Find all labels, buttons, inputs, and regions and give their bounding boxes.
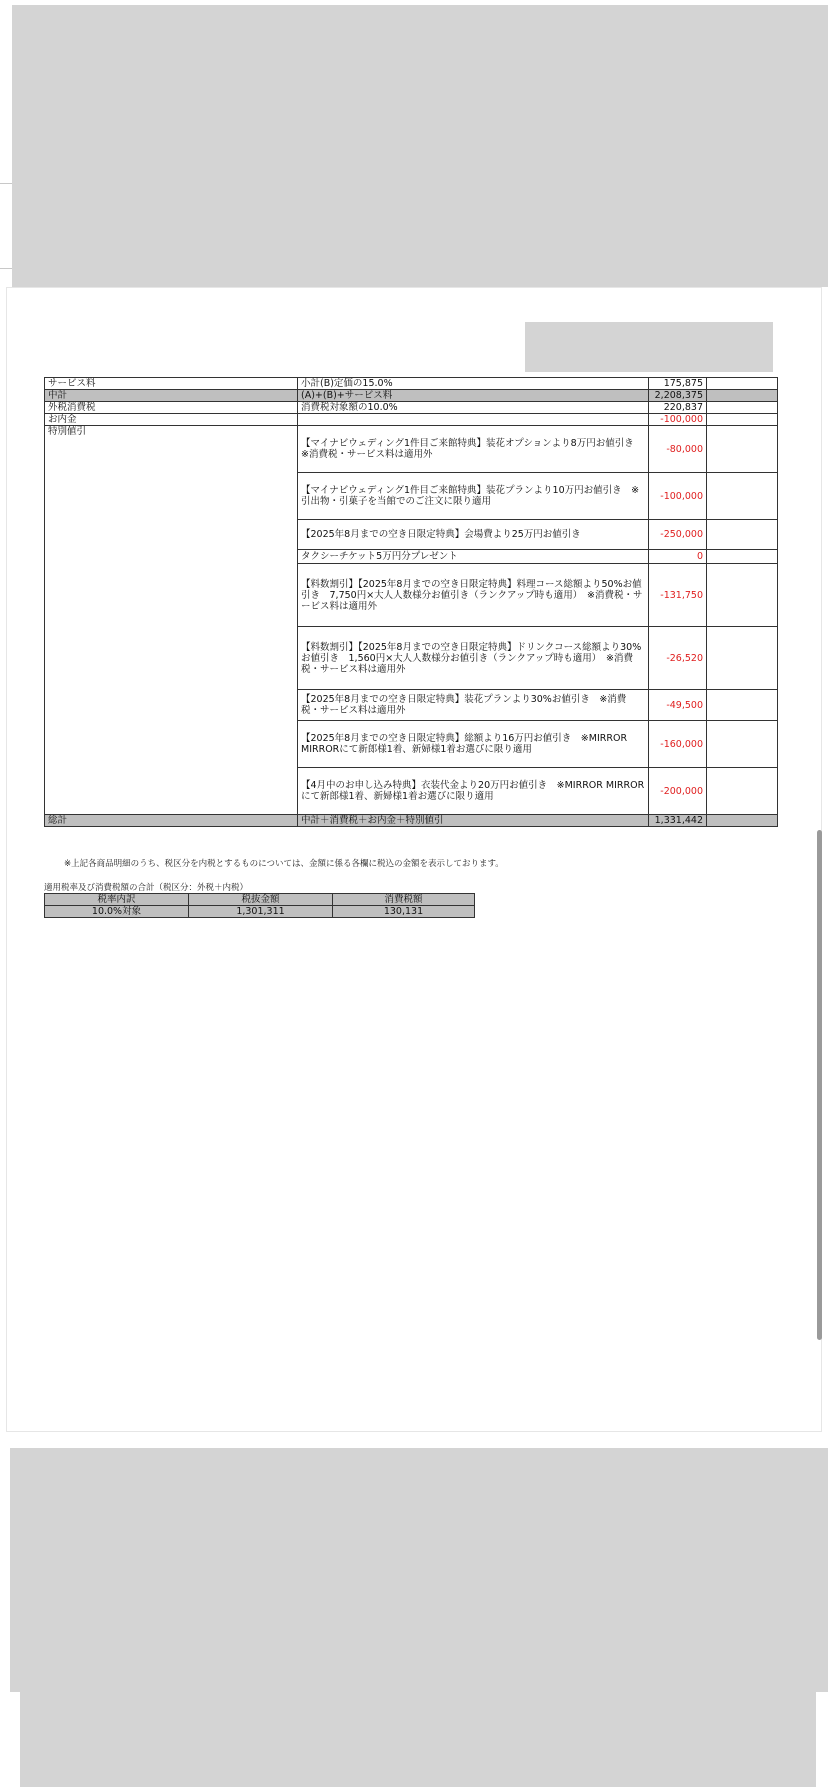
special-discount-label: 特別値引: [45, 426, 298, 815]
row-description: (A)+(B)+サービス料: [298, 390, 649, 402]
discount-description: 【4月中のお申し込み特典】衣装代金より20万円お値引き ※MIRROR MIRRORにて新郎様1着、新婦様1着お選びに限り適用: [298, 768, 649, 815]
row-label: 中計: [45, 390, 298, 402]
discount-description: 【2025年8月までの空き日限定特典】総額より16万円お値引き ※MIRROR MIRRORにて新郎様1着、新婦様1着お選びに限り適用: [298, 721, 649, 768]
discount-amount: -100,000: [649, 473, 707, 520]
row-description: 小計(B)定価の15.0%: [298, 378, 649, 390]
table-row-service-fee: [45, 378, 778, 390]
tax-header-pretax: 税抜金額: [189, 894, 333, 906]
tax-header-tax: 消費税額: [333, 894, 475, 906]
vertical-scrollbar[interactable]: [817, 830, 822, 1340]
row-blank: [707, 768, 778, 815]
table-row-consumption-tax: [45, 402, 778, 414]
tax-inclusive-note: ※上記各商品明細のうち、税区分を内税とするものについては、金額に係る各欄に税込の金額を表示しております。: [64, 859, 504, 869]
row-blank: [707, 473, 778, 520]
tax-value-row: [45, 906, 475, 918]
row-blank: [707, 414, 778, 426]
row-blank: [707, 627, 778, 690]
discount-description: 【料数割引】【2025年8月までの空き日限定特典】料理コース総額より50%お値引き 7,750円×大人人数様分お値引き（ランクアップ時も適用） ※消費税・サービス料は適用外: [298, 564, 649, 627]
row-blank: [707, 390, 778, 402]
next-page-redacted: [20, 1692, 816, 1787]
tax-summary-caption: 適用税率及び消費税額の合計（税区分：外税＋内税）: [44, 883, 249, 893]
tax-tax-value: 130,131: [333, 906, 475, 918]
invoice-summary-table: [44, 377, 778, 827]
discount-description: 【料数割引】【2025年8月までの空き日限定特典】ドリンクコース総額より30%お値引き 1,560円×大人人数様分お値引き（ランクアップ時も適用） ※消費税・サービス料は適用外: [298, 627, 649, 690]
tax-rate-value: 10.0%対象: [45, 906, 189, 918]
row-blank: [707, 550, 778, 564]
row-label: サービス料: [45, 378, 298, 390]
row-blank: [707, 564, 778, 627]
tax-header-row: [45, 894, 475, 906]
table-row-discount: [45, 426, 778, 473]
redacted-header-box: [525, 322, 773, 372]
row-blank: [707, 402, 778, 414]
discount-amount: -200,000: [649, 768, 707, 815]
row-blank: [707, 378, 778, 390]
table-row-subtotal: [45, 390, 778, 402]
row-description: 中計＋消費税＋お内金＋特別値引: [298, 815, 649, 827]
tax-pretax-value: 1,301,311: [189, 906, 333, 918]
tax-summary-table: [44, 893, 475, 918]
row-amount: 2,208,375: [649, 390, 707, 402]
row-blank: [707, 815, 778, 827]
previous-page-redacted: [12, 5, 828, 287]
row-label: 総計: [45, 815, 298, 827]
discount-description: タクシーチケット5万円分プレゼント: [298, 550, 649, 564]
discount-description: 【マイナビウェディング1件目ご来館特典】装花オプションより8万円お値引き ※消費税・サービス料は適用外: [298, 426, 649, 473]
row-blank: [707, 690, 778, 721]
page-edge-line: [0, 268, 12, 269]
discount-amount: -250,000: [649, 520, 707, 550]
discount-amount: -160,000: [649, 721, 707, 768]
next-page-redacted: [10, 1448, 828, 1692]
row-blank: [707, 426, 778, 473]
row-amount: -100,000: [649, 414, 707, 426]
discount-description: 【2025年8月までの空き日限定特典】装花プランより30%お値引き ※消費税・サービス料は適用外: [298, 690, 649, 721]
discount-description: 【マイナビウェディング1件目ご来館特典】装花プランより10万円お値引き ※引出物・引菓子を当館でのご注文に限り適用: [298, 473, 649, 520]
discount-amount: -49,500: [649, 690, 707, 721]
row-label: お内金: [45, 414, 298, 426]
table-row-deposit: [45, 414, 778, 426]
row-blank: [707, 520, 778, 550]
row-label: 外税消費税: [45, 402, 298, 414]
row-blank: [707, 721, 778, 768]
discount-amount: -80,000: [649, 426, 707, 473]
discount-amount: -26,520: [649, 627, 707, 690]
tax-header-rate: 税率内訳: [45, 894, 189, 906]
discount-amount: -131,750: [649, 564, 707, 627]
row-description: 消費税対象額の10.0%: [298, 402, 649, 414]
table-row-grand-total: [45, 815, 778, 827]
row-amount: 220,837: [649, 402, 707, 414]
discount-amount: 0: [649, 550, 707, 564]
row-amount: 175,875: [649, 378, 707, 390]
row-amount: 1,331,442: [649, 815, 707, 827]
page-edge-line: [0, 183, 12, 184]
discount-description: 【2025年8月までの空き日限定特典】会場費より25万円お値引き: [298, 520, 649, 550]
row-description: [298, 414, 649, 426]
